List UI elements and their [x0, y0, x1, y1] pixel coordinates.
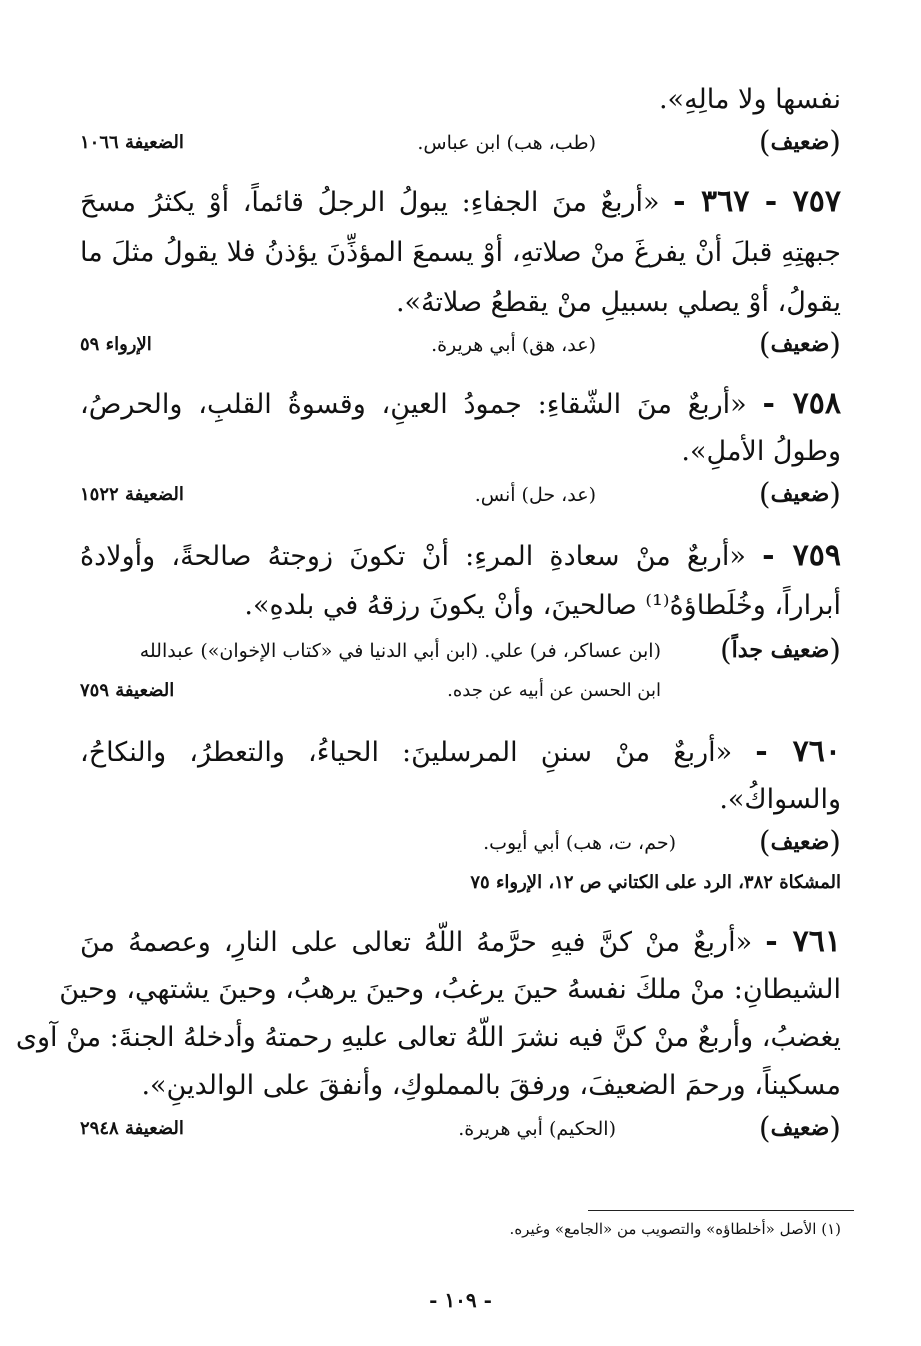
grade-row — [80, 477, 841, 516]
grade-label: (ضعيف) — [758, 825, 841, 860]
source-label: (طب، هب) ابن عباس. — [417, 132, 596, 154]
hadith-line: ٧٦١ - «أربعٌ منْ كنَّ فيهِ حرَّمهُ اللّهُ تعالى على النارِ، وعصمهُ منَ — [80, 924, 841, 959]
grade-row — [80, 327, 841, 366]
grade-label: (ضعيف) — [758, 125, 841, 160]
grade-row — [80, 825, 841, 864]
grade-row — [80, 125, 841, 164]
hadith-line: مسكيناً، ورحمَ الضعيفَ، ورفقَ بالمملوكِ، وأنفقَ على الوالدينِ». — [141, 1070, 841, 1101]
hadith-line: ٧٥٨ - «أربعٌ منَ الشّقاءِ: جمودُ العينِ، وقسوةُ القلبِ، والحرصُ، — [80, 386, 841, 421]
source-label: (عد، حل) أنس. — [474, 484, 596, 506]
grade-label: (ضعيف) — [758, 1111, 841, 1146]
hadith-line: جبهتِهِ قبلَ أنْ يفرغَ منْ صلاتهِ، أوْ يسمعَ المؤذِّنَ يؤذنُ فلا يقولُ مثلَ ما — [80, 237, 841, 268]
source-label: (الحكيم) أبي هريرة. — [458, 1118, 616, 1140]
grade-label: (ضعيف جداً) — [719, 633, 841, 668]
reference-label: الضعيفة ١٥٢٢ — [80, 484, 184, 505]
hadith-number: ٧٥٩ - — [762, 538, 841, 573]
page-number: - ١٠٩ - — [429, 1288, 492, 1312]
source-continuation: ابن الحسن عن أبيه عن جده. — [447, 680, 661, 701]
hadith-line: أبراراً، وخُلَطاؤهُ⁽¹⁾ صالحينَ، وأنْ يكونَ رزقهُ في بلدهِ». — [244, 590, 841, 621]
hadith-number: ٧٥٧ - ٣٦٧ - — [673, 184, 841, 219]
hadith-number: ٧٦١ - — [765, 924, 841, 959]
reference-label: الإرواء ٥٩ — [80, 334, 152, 355]
source-label: (ابن عساكر، فر) علي. (ابن أبي الدنيا في «كتاب الإخوان») عبدالله — [139, 640, 661, 662]
hadith-line: ٧٥٩ - «أربعٌ منْ سعادةِ المرءِ: أنْ تكونَ زوجتهُ صالحةً، وأولادهُ — [80, 538, 841, 573]
grade-row — [80, 633, 841, 672]
reference-label: الضعيفة ٧٥٩ — [80, 680, 175, 701]
hadith-line: يقولُ، أوْ يصلي بسبيلِ منْ يقطعُ صلاتهُ». — [395, 287, 841, 318]
hadith-line: يغضبُ، وأربعٌ منْ كنَّ فيه نشرَ اللّهُ تعالى عليهِ رحمتهُ وأدخلهُ الجنةَ: منْ آوى — [15, 1022, 841, 1053]
hadith-line: ٧٦٠ - «أربعٌ منْ سننِ المرسلينَ: الحياءُ، والتعطرُ، والنكاحُ، — [80, 734, 841, 769]
grade-row — [80, 1111, 841, 1150]
source-label: (حم، ت، هب) أبي أيوب. — [483, 832, 676, 854]
intro-line: نفسها ولا مالِهِ». — [658, 84, 841, 115]
source-label: (عد، هق) أبي هريرة. — [431, 334, 596, 356]
hadith-line: ٧٥٧ - ٣٦٧ - «أربعٌ منَ الجفاءِ: يبولُ الرجلُ قائماً، أوْ يكثرُ مسحَ — [80, 184, 841, 219]
reference-label: الضعيفة ٢٩٤٨ — [80, 1118, 184, 1139]
footnote: (١) الأصل «أخلطاؤه» والتصويب من «الجامع» وغيره. — [509, 1220, 841, 1238]
hadith-line: والسواكُ». — [719, 784, 841, 815]
grade-label: (ضعيف) — [758, 327, 841, 362]
hadith-line: وطولُ الأملِ». — [681, 436, 841, 467]
hadith-number: ٧٥٨ - — [762, 386, 841, 421]
reference-label: المشكاة ٣٨٢، الرد على الكتاني ص ١٢، الإرواء ٧٥ — [470, 872, 841, 893]
hadith-line: الشيطانِ: منْ ملكَ نفسهُ حينَ يرغبُ، وحينَ يرهبُ، وحينَ يشتهي، وحينَ — [59, 974, 841, 1005]
hadith-number: ٧٦٠ - — [755, 734, 841, 769]
grade-label: (ضعيف) — [758, 477, 841, 512]
reference-label: الضعيفة ١٠٦٦ — [80, 132, 184, 153]
footnote-divider — [588, 1210, 854, 1211]
